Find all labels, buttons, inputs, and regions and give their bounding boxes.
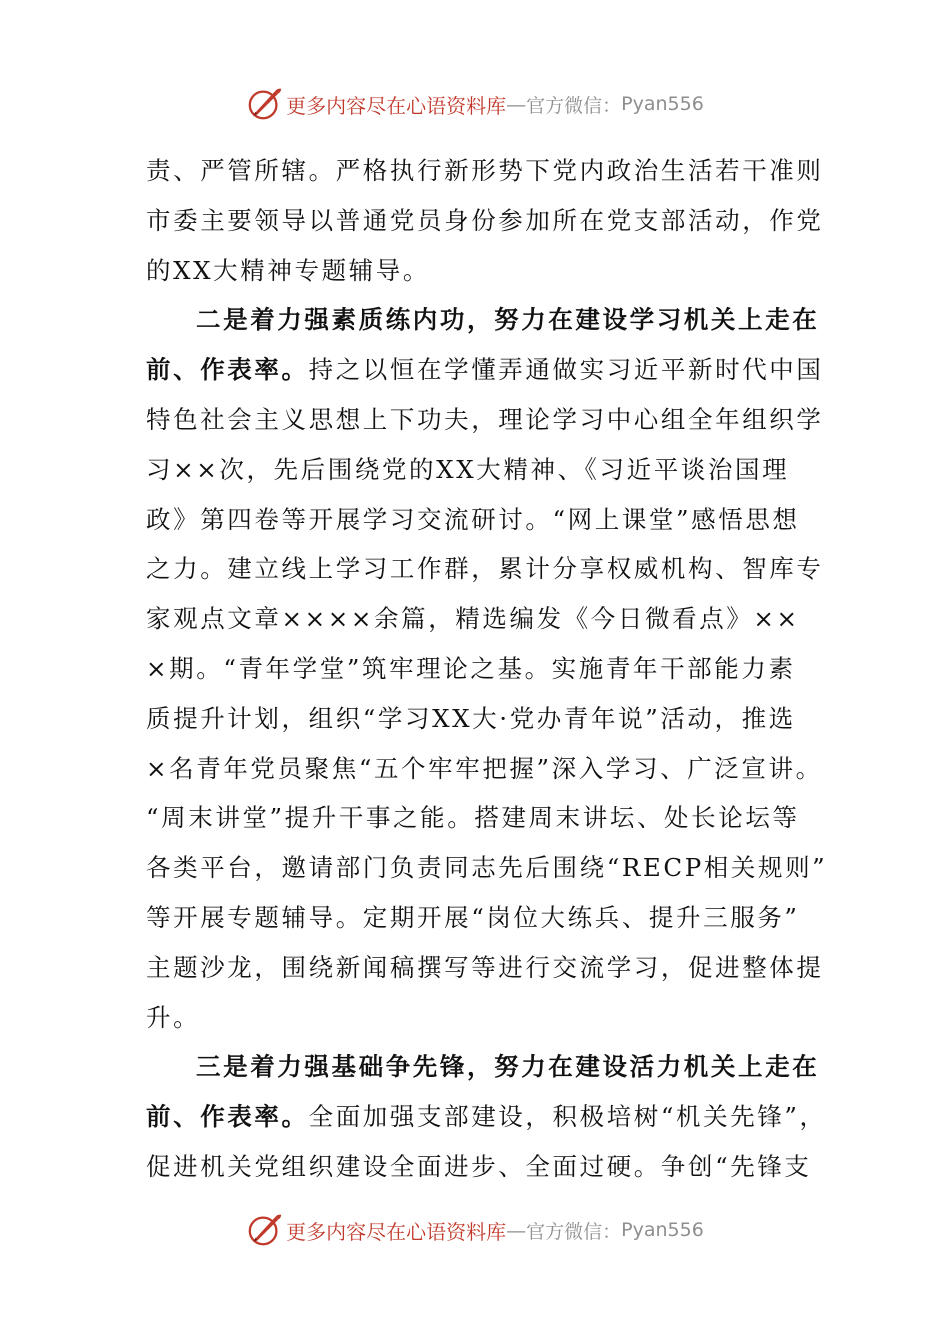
- body-text: 政》第四卷等开展学习交流研讨。“网上课堂”感悟思想: [146, 504, 800, 534]
- header-banner: [0, 82, 950, 126]
- text-line: [146, 1042, 818, 1092]
- body-text: 质提升计划，组织“学习XX大·党办青年说”活动，推选: [146, 703, 796, 733]
- footer-separator: —: [506, 1218, 527, 1242]
- body-text: ×名青年党员聚焦“五个牢牢把握”深入学习、广泛宣讲。: [146, 753, 823, 783]
- text-line: [146, 943, 824, 993]
- body-text: 习××次，先后围绕党的XX大精神、《习近平谈治国理: [146, 454, 790, 484]
- body-text: 特色社会主义思想上下功夫，理论学习中心组全年组织学: [146, 404, 824, 434]
- header-contact-label: 官方微信：: [526, 94, 622, 117]
- header-site-text: 更多内容尽在心语资料库: [286, 93, 507, 118]
- text-line: [146, 594, 818, 644]
- body-text: 等开展专题辅导。定期开展“岗位大练兵、提升三服务”: [146, 902, 800, 932]
- quill-logo-icon: [246, 85, 284, 123]
- body-text: 的XX大精神专题辅导。: [146, 255, 430, 285]
- text-line: [146, 1142, 818, 1192]
- text-line: [146, 644, 818, 694]
- body-text: “周末讲堂”提升干事之能。搭建周末讲坛、处长论坛等: [146, 803, 800, 833]
- body-text: 持之以恒在学懂弄通做实习近平新时代中国: [308, 355, 824, 385]
- footer-banner: [0, 1208, 950, 1252]
- body-text: 责、严管所辖。严格执行新形势下党内政治生活若干准则: [146, 156, 824, 185]
- text-line: [146, 993, 818, 1043]
- header-separator: —: [506, 92, 527, 116]
- text-line: [146, 246, 818, 296]
- bold-heading-text: 三是着力强基础争先锋，努力在建设活力机关上走在: [196, 1052, 820, 1082]
- body-text: 家观点文章××××余篇，精选编发《今日微看点》××: [146, 604, 800, 634]
- bold-heading-text: 前、作表率。: [146, 355, 309, 385]
- body-text: 升。: [146, 1002, 201, 1032]
- body-text: 全面加强支部建设，积极培树“机关先锋”，: [308, 1102, 827, 1132]
- header-contact-id: Pyan556: [621, 93, 704, 115]
- footer-site-text: 更多内容尽在心语资料库: [286, 1219, 507, 1244]
- text-line: [146, 146, 824, 196]
- bold-heading-text: 二是着力强素质练内功，努力在建设学习机关上走在: [196, 305, 820, 335]
- text-line: [146, 544, 824, 594]
- body-text: 主题沙龙，围绕新闻稿撰写等进行交流学习，促进整体提: [146, 952, 824, 982]
- text-line: [146, 893, 818, 943]
- text-line: [146, 295, 818, 345]
- text-line: [146, 495, 818, 545]
- text-line: [146, 793, 818, 843]
- body-text: 促进机关党组织建设全面进步、全面过硬。争创“先锋支: [146, 1151, 812, 1181]
- body-text: 之力。建立线上学习工作群，累计分享权威机构、智库专: [146, 554, 824, 584]
- text-line: [146, 1092, 827, 1142]
- text-line: [146, 694, 818, 744]
- quill-logo-icon: [246, 1211, 284, 1249]
- text-line: [146, 843, 828, 893]
- text-line: [146, 744, 823, 794]
- text-line: [146, 196, 824, 246]
- text-line: [146, 395, 824, 445]
- text-line: [146, 345, 824, 395]
- body-text: ×期。“青年学堂”筑牢理论之基。实施青年干部能力素: [146, 653, 796, 683]
- document-body: [146, 146, 828, 1192]
- bold-heading-text: 前、作表率。: [146, 1102, 309, 1132]
- body-text: 各类平台，邀请部门负责同志先后围绕“RECP相关规则”: [146, 853, 828, 883]
- footer-contact-label: 官方微信：: [526, 1220, 622, 1243]
- text-line: [146, 445, 818, 495]
- footer-contact-id: Pyan556: [621, 1219, 704, 1241]
- body-text: 市委主要领导以普通党员身份参加所在党支部活动，作党: [146, 205, 824, 235]
